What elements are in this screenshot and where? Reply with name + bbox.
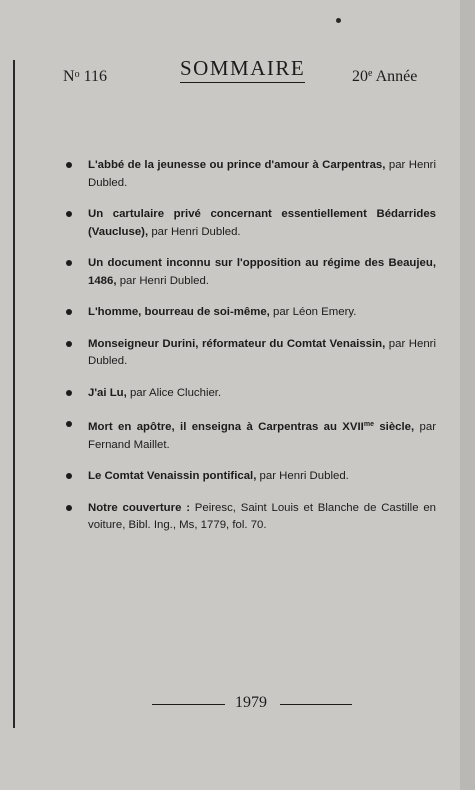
bullet-icon — [66, 473, 72, 479]
issue-prefix: N — [63, 68, 75, 85]
entry-title: L'abbé de la jeunesse ou prince d'amour à Carpentras, — [88, 159, 386, 171]
bullet-icon — [66, 309, 72, 315]
page-title: SOMMAIRE — [180, 56, 305, 83]
bullet-icon — [66, 390, 72, 396]
contents-entry — [64, 385, 436, 403]
contents-entry — [64, 304, 436, 322]
year-num: 20 — [352, 68, 368, 85]
entry-author: par Henri Dubled. — [88, 337, 436, 367]
entry-author: par Alice Cluchier. — [129, 386, 222, 399]
entry-title-part: Mort en apôtre, il enseigna à Carpentras au XVII — [88, 421, 364, 433]
contents-entry — [64, 468, 436, 486]
entry-title: Le Comtat Venaissin pontifical, — [88, 470, 257, 482]
entry-author: par Léon Emery. — [273, 306, 357, 318]
entry-title: Notre couverture : — [88, 501, 190, 514]
entry-title — [88, 421, 414, 433]
bullet-icon — [66, 341, 72, 347]
contents-entry — [64, 416, 436, 454]
contents-entry — [64, 255, 436, 290]
bullet-icon — [66, 505, 72, 511]
footer — [152, 694, 352, 716]
entry-title: J'ai Lu, — [88, 386, 127, 399]
issue-sup: o — [74, 69, 80, 80]
contents-entry — [64, 206, 436, 241]
entry-author: par Henri Dubled. — [151, 225, 241, 238]
entry-title-part: siècle, — [373, 421, 415, 433]
entry-author: par Henri Dubled. — [119, 274, 209, 287]
entry-author: par Henri Dubled. — [259, 470, 349, 482]
ink-speck — [336, 18, 341, 23]
entry-author: par Fernand Maillet. — [88, 421, 437, 451]
contents-entry — [64, 157, 436, 192]
contents-entry — [64, 336, 436, 371]
footer-rule-right — [280, 704, 352, 705]
entry-title: Monseigneur Durini, réformateur du Comtat Venaissin, — [88, 337, 386, 350]
year-sup: e — [368, 68, 373, 79]
issue-number — [63, 68, 107, 86]
entry-title-sup: me — [363, 421, 374, 428]
year-word: Année — [375, 68, 418, 85]
entry-title: L'homme, bourreau de soi-même, — [88, 306, 270, 318]
footer-year: 1979 — [235, 694, 267, 711]
year-label — [352, 68, 417, 86]
contents-list — [64, 157, 436, 535]
entry-author: par Henri Dubled. — [88, 159, 436, 189]
bullet-icon — [66, 162, 72, 168]
contents-entry — [64, 500, 436, 535]
header — [0, 52, 460, 92]
bullet-icon — [66, 260, 72, 266]
entry-title: Un document inconnu sur l'opposition au régime des Beaujeu, 1486, — [88, 257, 436, 287]
bullet-icon — [66, 211, 72, 217]
page-edge-line — [13, 60, 15, 728]
bullet-icon — [66, 421, 72, 427]
issue-num: 116 — [83, 68, 107, 85]
footer-rule-left — [152, 704, 225, 705]
entry-title: Un cartulaire privé concernant essentiellement Bédarrides (Vaucluse), — [88, 208, 436, 238]
entry-author: Peiresc, Saint Louis et Blanche de Castille en voiture, Bibl. Ing., Ms, 1779, fol. 70. — [88, 501, 437, 531]
